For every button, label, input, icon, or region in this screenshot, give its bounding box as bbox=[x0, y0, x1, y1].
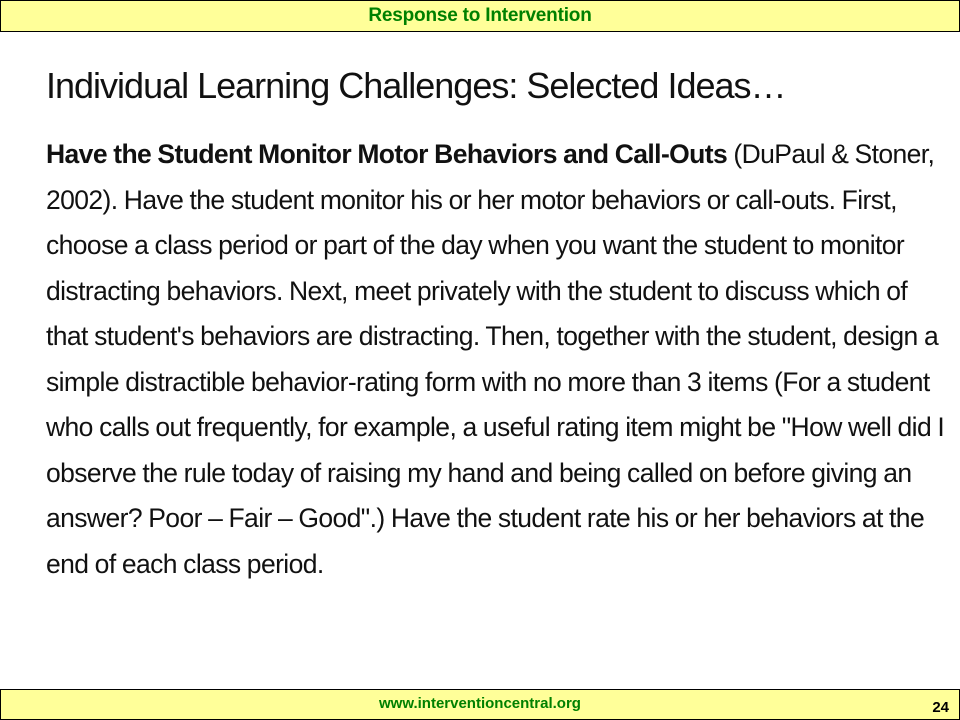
header-banner-title: Response to Intervention bbox=[368, 5, 592, 26]
footer-banner bbox=[0, 689, 960, 720]
page-number: 24 bbox=[932, 699, 949, 716]
footer-url: www.interventioncentral.org bbox=[379, 695, 581, 712]
body-paragraph bbox=[46, 132, 946, 587]
body-text: (DuPaul & Stoner, 2002). Have the student monitor his or her motor behaviors or call-outs. First, choose a class period or part of the day when you want the student to monitor distracting behaviors. Next, meet privately with the student to discuss which of that student's behaviors are distracting. Then, together with the student, design a simple distractible behavior-rating form with no more than 3 items (For a student who calls out frequently, for example, a useful rating item might be "How well did I observe the rule today of raising my hand and being called on before giving an answer? Poor – Fair – Good".) Have the student rate his or her behaviors at the end of each class period. bbox=[46, 139, 945, 579]
slide-title: Individual Learning Challenges: Selected Ideas… bbox=[46, 65, 786, 106]
header-banner bbox=[0, 0, 960, 32]
body-heading: Have the Student Monitor Motor Behaviors and Call-Outs bbox=[46, 139, 728, 169]
